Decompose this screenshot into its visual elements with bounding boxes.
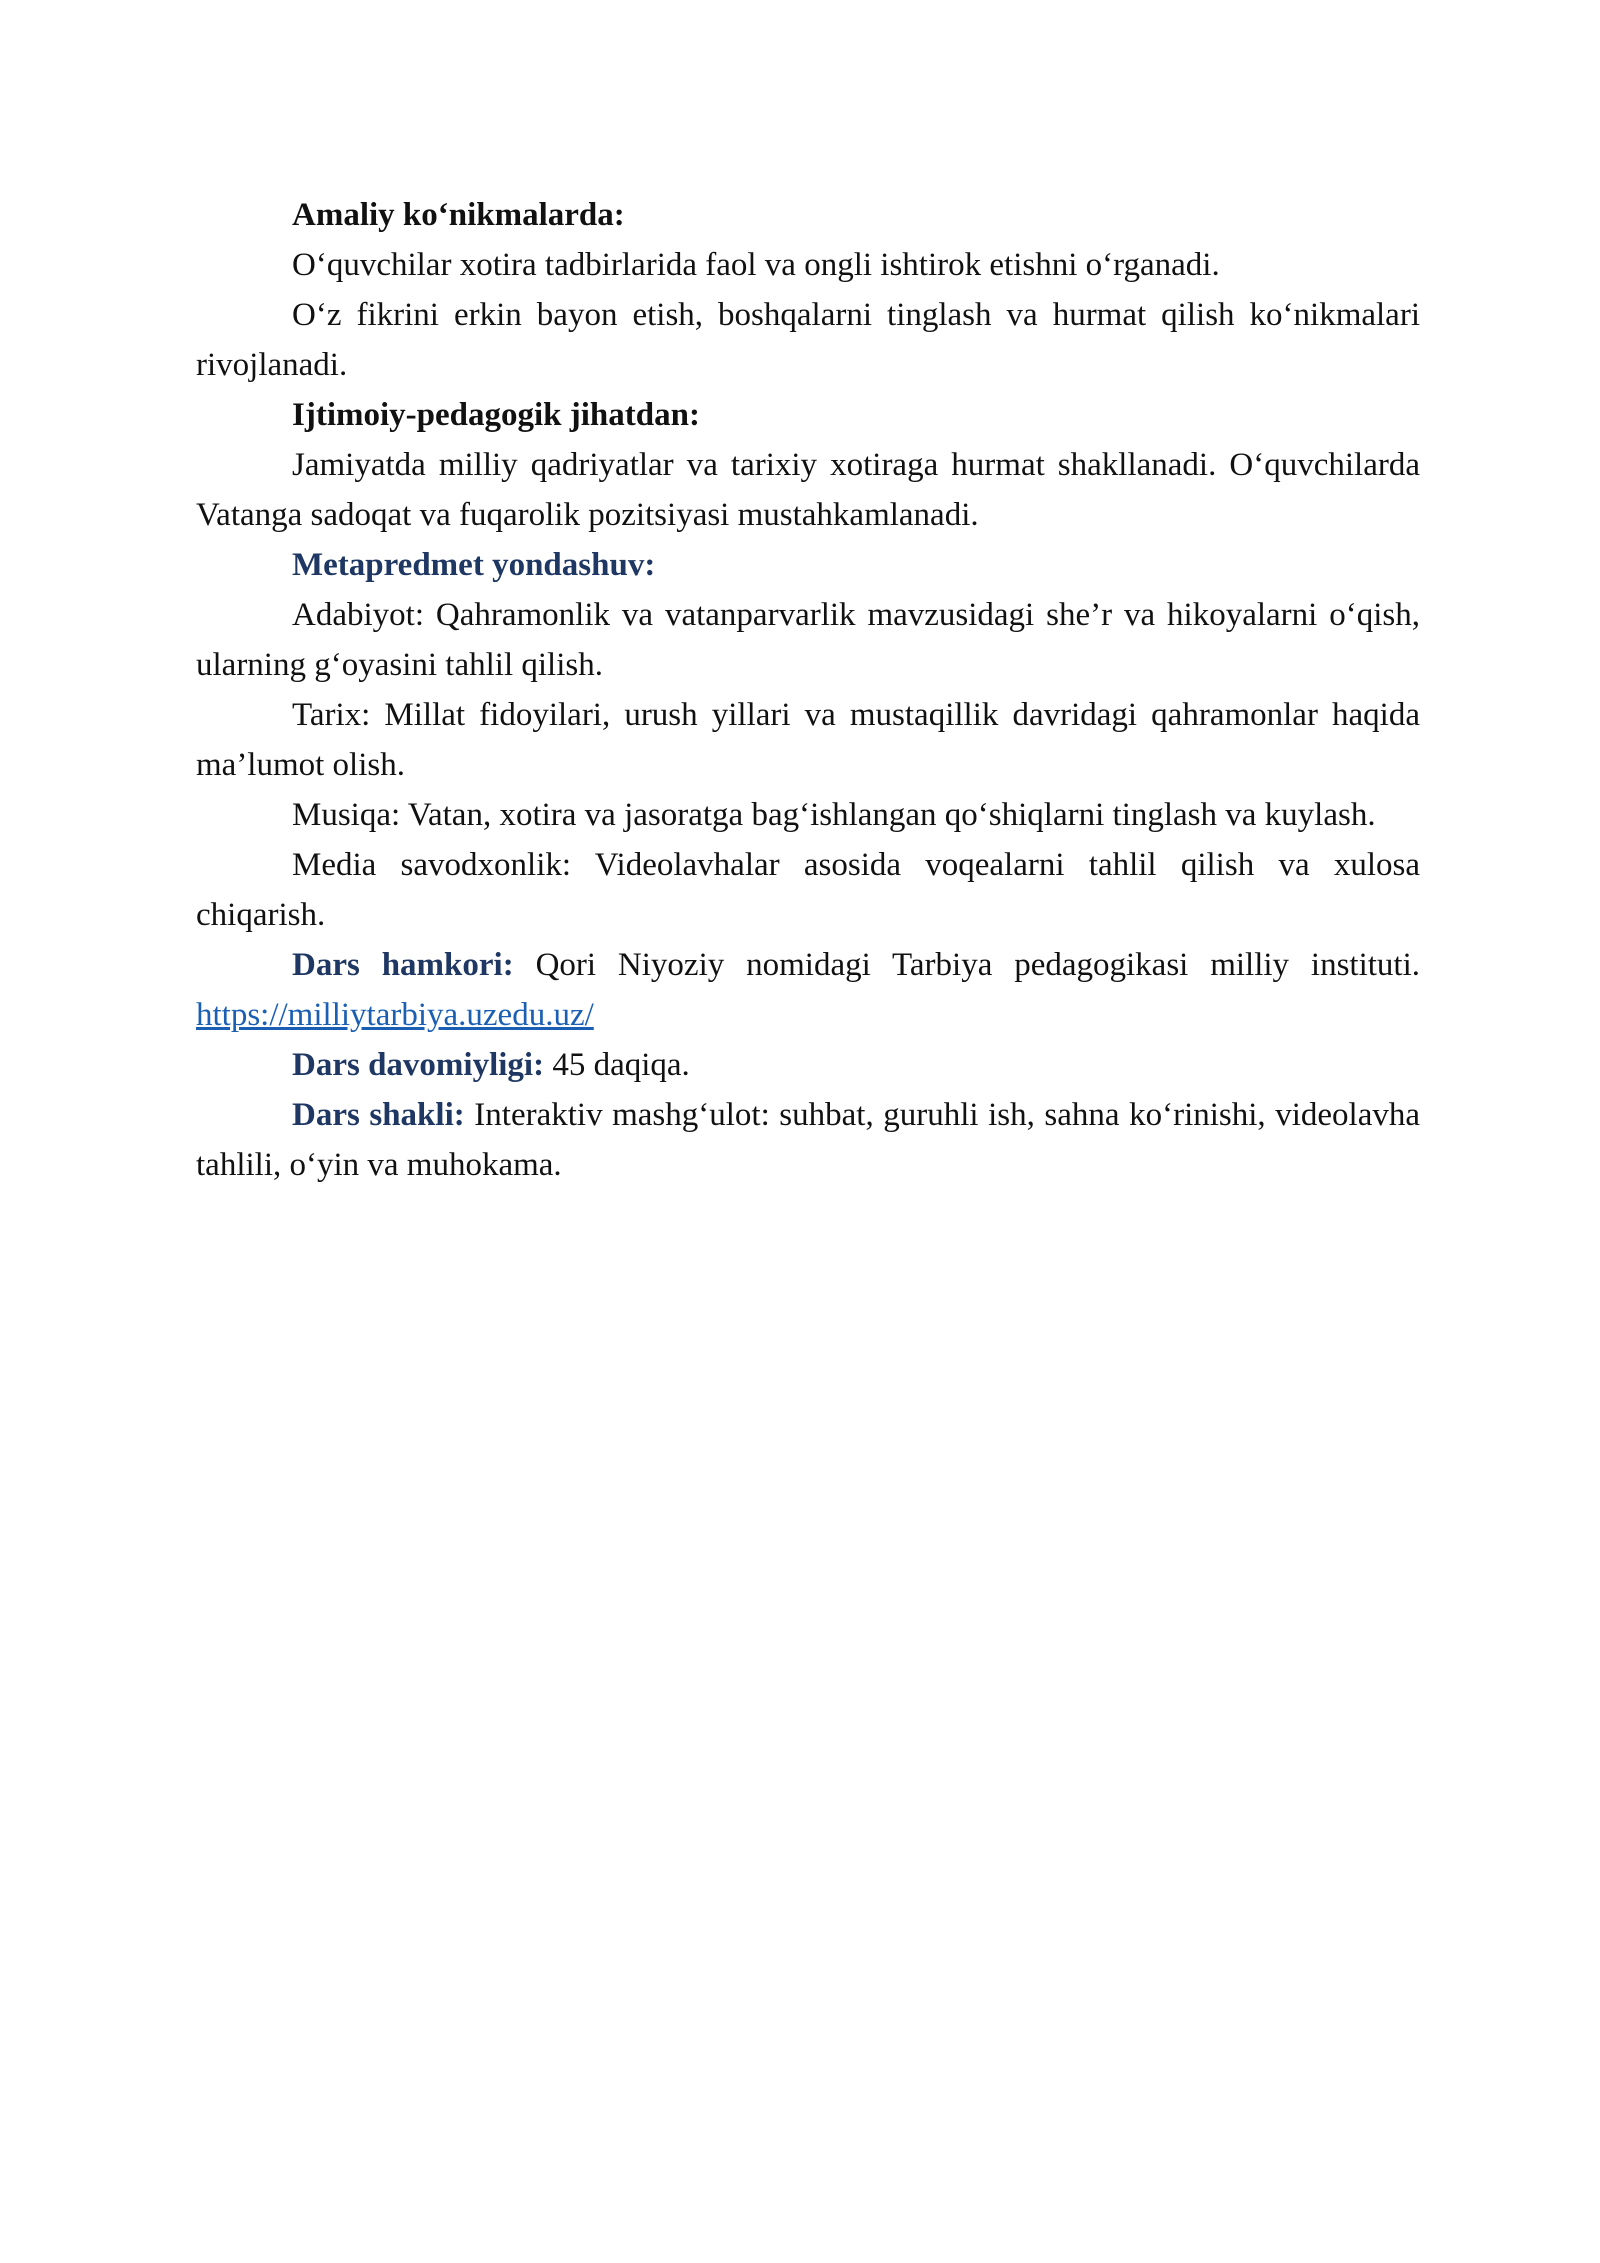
- lesson-duration-label: Dars davomiyligi:: [292, 1047, 545, 1083]
- lesson-form-paragraph: [196, 1090, 1420, 1190]
- document-page: [196, 190, 1420, 1190]
- metasubject-heading: Metapredmet yondashuv:: [292, 547, 656, 583]
- lesson-duration-value: 45 daqiqa.: [544, 1047, 690, 1083]
- metasubject-media-literacy: Media savodxonlik: Videolavhalar asosida voqealarni tahlil qilish va xulosa chiqarish.: [196, 847, 1420, 933]
- lesson-form-text: Interaktiv mashgʻulot: suhbat, guruhli ish, sahna koʻrinishi, videolavha tahlili, oʻyin va muhokama.: [196, 1097, 1420, 1183]
- social-pedagogical-heading: Ijtimoiy-pedagogik jihatdan:: [292, 397, 700, 433]
- lesson-partner-paragraph: [196, 940, 1420, 1040]
- practical-skills-paragraph-1: Oʻquvchilar xotira tadbirlarida faol va ongli ishtirok etishni oʻrganadi.: [292, 247, 1220, 283]
- metasubject-history: Tarix: Millat fidoyilari, urush yillari va mustaqillik davridagi qahramonlar haqida ma’lumot olish.: [196, 697, 1420, 783]
- social-pedagogical-paragraph: Jamiyatda milliy qadriyatlar va tarixiy xotiraga hurmat shakllanadi. Oʻquvchilarda Vatanga sadoqat va fuqarolik pozitsiyasi mustahkamlanadi.: [196, 447, 1420, 533]
- practical-skills-paragraph-2: Oʻz fikrini erkin bayon etish, boshqalarni tinglash va hurmat qilish koʻnikmalari rivojlanadi.: [196, 297, 1420, 383]
- partner-website-link[interactable]: https://milliytarbiya.uzedu.uz/: [196, 997, 594, 1033]
- lesson-form-label: Dars shakli:: [292, 1097, 465, 1133]
- lesson-partner-label: Dars hamkori:: [292, 947, 514, 983]
- metasubject-literature: Adabiyot: Qahramonlik va vatanparvarlik mavzusidagi she’r va hikoyalarni oʻqish, ularning gʻoyasini tahlil qilish.: [196, 597, 1420, 683]
- lesson-duration-paragraph: [196, 1040, 1420, 1090]
- lesson-partner-text: Qori Niyoziy nomidagi Tarbiya pedagogikasi milliy instituti.: [513, 947, 1421, 983]
- practical-skills-heading: Amaliy koʻnikmalarda:: [292, 197, 625, 233]
- metasubject-music: Musiqa: Vatan, xotira va jasoratga bagʻishlangan qoʻshiqlarni tinglash va kuylash.: [292, 797, 1376, 833]
